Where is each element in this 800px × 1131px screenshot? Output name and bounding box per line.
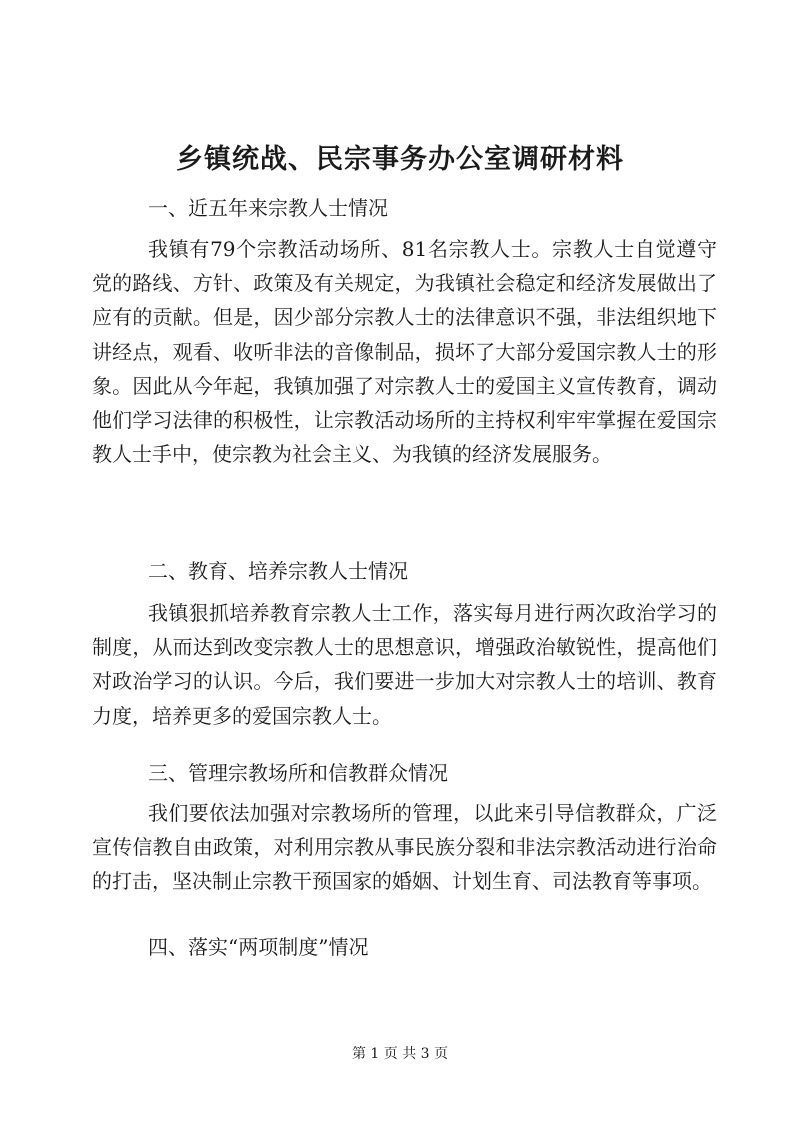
section-heading-3: 三、管理宗教场所和信教群众情况 — [148, 761, 448, 785]
section-paragraph-1: 我镇有79个宗教活动场所、81名宗教人士。宗教人士自觉遵守党的路线、方针、政策及有关规定，为我镇社会稳定和经济发展做出了应有的贡献。但是，因少部分宗教人士的法律意识不强，非法组织地下讲经点，观看、收听非法的音像制品，损坏了大部分爱国宗教人士的形象。因此从今年起，我镇加强了对宗教人士的爱国主义宣传教育，调动他们学习法律的积极性，让宗教活动场所的主持权利牢牢掌握在爱国宗教人士手中，使宗教为社会主义、为我镇的经济发展服务。 — [92, 237, 717, 467]
section-paragraph-3: 我们要依法加强对宗教场所的管理，以此来引导信教群众，广泛宣传信教自由政策，对利用宗教从事民族分裂和非法宗教活动进行治命的打击，坚决制止宗教干预国家的婚姻、计划生育、司法教育等事项。 — [92, 801, 717, 894]
section-heading-4: 四、落实“两项制度”情况 — [148, 935, 369, 959]
document-title: 乡镇统战、民宗事务办公室调研材料 — [176, 144, 624, 175]
section-heading-2: 二、教育、培养宗教人士情况 — [148, 559, 408, 583]
page-number-footer: 第 1 页 共 3 页 — [351, 1046, 449, 1062]
section-paragraph-2: 我镇狠抓培养教育宗教人士工作，落实每月进行两次政治学习的制度，从而达到改变宗教人士的思想意识，增强政治敏锐性，提高他们对政治学习的认识。今后，我们要进一步加大对宗教人士的培训、教育力度，培养更多的爱国宗教人士。 — [92, 601, 717, 728]
section-heading-1: 一、近五年来宗教人士情况 — [148, 196, 388, 220]
